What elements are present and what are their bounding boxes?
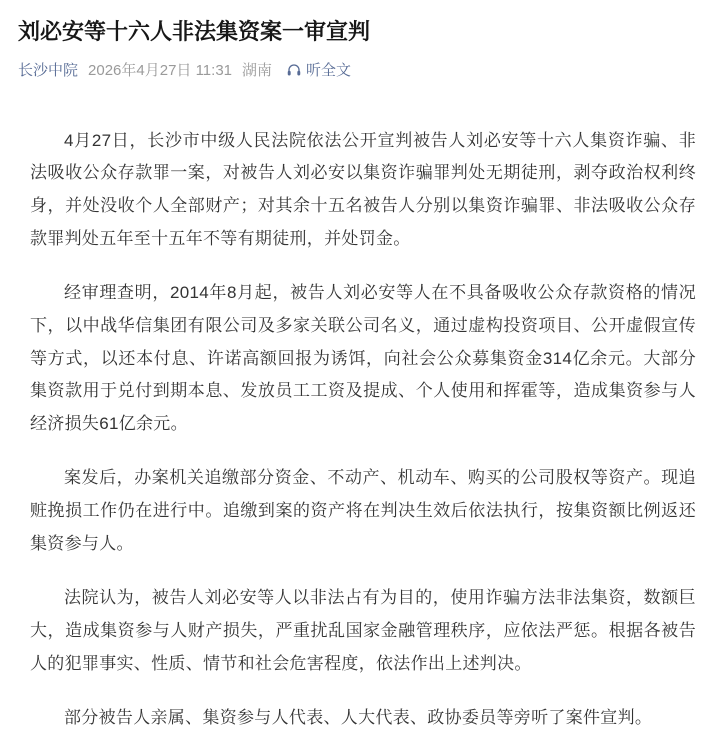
account-name-link[interactable]: 长沙中院 (18, 61, 79, 79)
article-header (0, 0, 722, 81)
article-body (0, 125, 722, 743)
paragraph-2: 经审理查明，2014年8月起，被告人刘必安等人在不具备吸收公众存款资格的情况下，以中战华信集团有限公司及多家关联公司名义，通过虚构投资项目、公开虚假宣传等方式，以还本付息、许诺高额回报为诱饵，向社会公众募集资金314亿余元。大部分集资款用于兑付到期本息、发放员工工资及提成、个人使用和挥霍等，造成集资参与人经济损失61亿余元。 (30, 283, 696, 433)
listen-full-text-label: 听全文 (306, 61, 352, 79)
paragraph-1: 4月27日，长沙市中级人民法院依法公开宣判被告人刘必安等十六人集资诈骗、非法吸收公众存款罪一案，对被告人刘必安以集资诈骗罪判处无期徒刑，剥夺政治权利终身，并处没收个人全部财产；对其余十五名被告人分别以集资诈骗罪、非法吸收公众存款罪判处五年至十五年不等有期徒刑，并处罚金。 (30, 130, 696, 248)
paragraph-4: 法院认为，被告人刘必安等人以非法占有为目的，使用诈骗方法非法集资，数额巨大，造成集资参与人财产损失，严重扰乱国家金融管理秩序，应依法严惩。根据各被告人的犯罪事实、性质、情节和社会危害程度，依法作出上述判决。 (30, 588, 696, 673)
article-meta (18, 60, 704, 81)
publish-location: 湖南 (242, 61, 273, 79)
listen-full-text-button[interactable] (286, 60, 351, 81)
paragraph-5: 部分被告人亲属、集资参与人代表、人大代表、政协委员等旁听了案件宣判。 (64, 708, 653, 728)
headphone-icon (286, 62, 302, 78)
paragraph-3: 案发后，办案机关追缴部分资金、不动产、机动车、购买的公司股权等资产。现追赃挽损工作仍在进行中。追缴到案的资产将在判决生效后依法执行，按集资额比例返还集资参与人。 (30, 468, 696, 553)
publish-datetime: 2026年4月27日 11:31 (88, 61, 233, 79)
article-title: 刘必安等十六人非法集资案一审宣判 (18, 19, 371, 44)
